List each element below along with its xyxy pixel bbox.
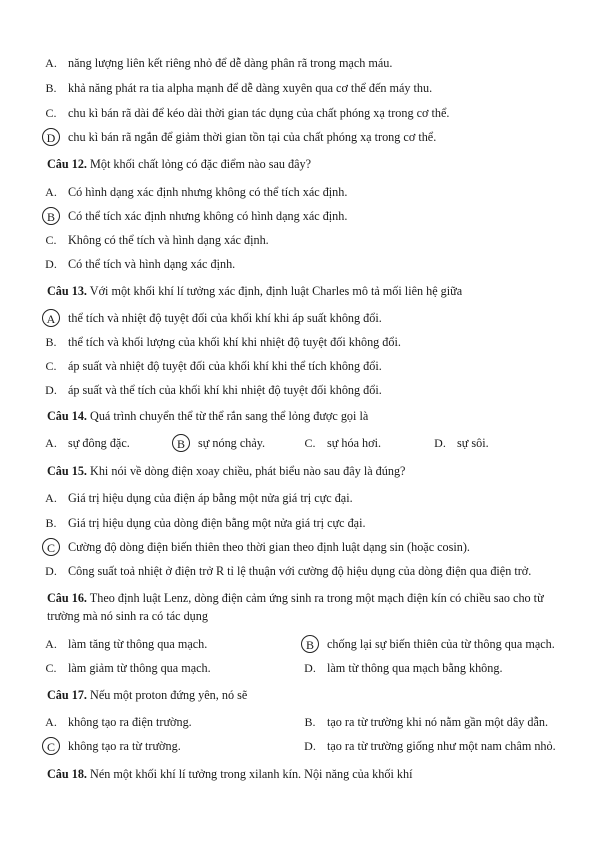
option-label: D.	[45, 564, 57, 578]
option-label: C.	[304, 436, 316, 450]
q16-option-d[interactable]	[301, 658, 503, 678]
q15-option-c[interactable]	[42, 537, 470, 557]
q11-option-b[interactable]	[42, 78, 432, 98]
question-text: Khi nói về dòng điện xoay chiều, phát biểu nào sau đây là đúng?	[90, 464, 406, 478]
q15-option-b[interactable]	[42, 513, 366, 533]
option-label: C.	[45, 106, 57, 120]
option-text: làm từ thông qua mạch bằng không.	[327, 660, 503, 675]
question-text: Nén một khối khí lí tưởng trong xilanh kín. Nội năng của khối khí	[90, 767, 413, 781]
question-number: Câu 18.	[47, 767, 87, 781]
question-text: Theo định luật Lenz, dòng điện cảm ứng sinh ra trong một mạch điện kín có chiều sao cho từ trường mà nó sinh ra có tác dụng	[47, 591, 544, 623]
option-label: C.	[45, 359, 57, 373]
option-text: không tạo ra điện trường.	[68, 714, 192, 729]
option-text: khả năng phát ra tia alpha mạnh để dễ dàng xuyên qua cơ thể đến máy thu.	[68, 80, 433, 95]
option-label: B.	[45, 516, 57, 530]
question-text: Một khối chất lỏng có đặc điểm nào sau đây?	[90, 157, 312, 171]
option-label: A.	[45, 715, 57, 729]
q11-option-a[interactable]	[42, 53, 392, 73]
option-text: không tạo ra từ trường.	[68, 738, 181, 753]
option-label-selected: A	[42, 309, 60, 327]
option-text: Có thể tích xác định nhưng không có hình dạng xác định.	[68, 208, 348, 223]
option-label-selected: B	[301, 635, 319, 653]
option-text: sự nóng chảy.	[198, 435, 266, 450]
q13-option-b[interactable]	[42, 332, 401, 352]
option-label: D.	[45, 257, 57, 271]
option-text: Giá trị hiệu dụng của điện áp bằng một nửa giá trị cực đại.	[68, 490, 353, 505]
option-label: B.	[45, 81, 57, 95]
question-text: Quá trình chuyển thể từ thể rắn sang thể lỏng được gọi là	[90, 409, 369, 423]
q14-option-c[interactable]	[301, 433, 381, 453]
option-text: Công suất toả nhiệt ở điện trở R tỉ lệ thuận với cường độ hiệu dụng của dòng điện qua điện trở.	[68, 563, 532, 578]
option-text: sự sôi.	[457, 435, 489, 450]
option-text: chu kì bán rã dài để kéo dài thời gian tác dụng của chất phóng xạ trong cơ thể.	[68, 105, 450, 120]
option-text: thể tích và nhiệt độ tuyệt đối của khối khí khi áp suất không đổi.	[68, 310, 382, 325]
q16-option-a[interactable]	[42, 634, 207, 654]
question-17	[47, 687, 247, 703]
option-text: Cường độ dòng điện biến thiên theo thời gian theo định luật dạng sin (hoặc cosin).	[68, 539, 470, 554]
option-text: Không có thể tích và hình dạng xác định.	[68, 232, 269, 247]
option-text: thể tích và khối lượng của khối khí khi nhiệt độ tuyệt đối không đổi.	[68, 334, 401, 349]
q15-option-a[interactable]	[42, 488, 353, 508]
q11-option-c[interactable]	[42, 103, 449, 123]
option-text: chống lại sự biến thiên của từ thông qua mạch.	[327, 636, 555, 651]
option-text: sự đông đặc.	[68, 435, 130, 450]
q17-option-b[interactable]	[301, 712, 548, 732]
q17-option-c[interactable]	[42, 736, 181, 756]
q14-option-d[interactable]	[431, 433, 489, 453]
option-text: tạo ra từ trường khi nó nằm gần một dây dẫn.	[327, 714, 549, 729]
question-18	[47, 766, 412, 782]
question-text: Với một khối khí lí tưởng xác định, định luật Charles mô tả mối liên hệ giữa	[89, 284, 463, 298]
option-label: A.	[45, 185, 57, 199]
option-label: C.	[45, 233, 57, 247]
option-text: Có thể tích và hình dạng xác định.	[68, 256, 236, 271]
q17-option-a[interactable]	[42, 712, 192, 732]
q12-option-d[interactable]	[42, 254, 235, 274]
question-12	[47, 156, 311, 172]
option-label: A.	[45, 637, 57, 651]
option-text: chu kì bán rã ngắn để giảm thời gian tồn tại của chất phóng xạ trong cơ thể.	[68, 129, 437, 144]
option-label: D.	[45, 383, 57, 397]
question-number: Câu 14.	[47, 409, 87, 423]
option-text: áp suất và thể tích của khối khí khi nhiệt độ tuyệt đối không đổi.	[68, 382, 382, 397]
q12-option-b[interactable]	[42, 206, 347, 226]
q16-option-b[interactable]	[301, 634, 555, 654]
q14-option-a[interactable]	[42, 433, 130, 453]
question-number: Câu 12.	[47, 157, 87, 171]
question-number: Câu 15.	[47, 464, 87, 478]
option-label: B.	[45, 335, 57, 349]
option-text: tạo ra từ trường giống như một nam châm nhỏ.	[327, 738, 556, 753]
option-label: B.	[304, 715, 316, 729]
q12-option-a[interactable]	[42, 182, 347, 202]
option-label-selected: B	[42, 207, 60, 225]
q13-option-d[interactable]	[42, 380, 382, 400]
q15-option-d[interactable]	[42, 561, 531, 581]
option-text: áp suất và nhiệt độ tuyệt đối của khối khí khi thể tích không đổi.	[68, 358, 382, 373]
option-text: Giá trị hiệu dụng của dòng điện bằng một nửa giá trị cực đại.	[68, 515, 366, 530]
q13-option-a[interactable]	[42, 308, 382, 328]
q11-option-d[interactable]	[42, 127, 436, 147]
q13-option-c[interactable]	[42, 356, 382, 376]
option-text: làm tăng từ thông qua mạch.	[68, 636, 208, 651]
option-label-selected: B	[172, 434, 190, 452]
question-number: Câu 16.	[47, 591, 87, 605]
option-label: A.	[45, 436, 57, 450]
question-13	[47, 283, 462, 299]
q16-option-c[interactable]	[42, 658, 211, 678]
question-number: Câu 13.	[47, 284, 87, 298]
option-text: làm giảm từ thông qua mạch.	[68, 660, 211, 675]
option-label-selected: C	[42, 538, 60, 556]
option-label: D.	[434, 436, 446, 450]
question-text: Nếu một proton đứng yên, nó sẽ	[90, 688, 248, 702]
option-label-selected: C	[42, 737, 60, 755]
option-text: Có hình dạng xác định nhưng không có thể tích xác định.	[68, 184, 348, 199]
question-14	[47, 408, 368, 424]
option-text: sự hóa hơi.	[327, 435, 382, 450]
option-label: C.	[45, 661, 57, 675]
option-label: A.	[45, 491, 57, 505]
question-16	[47, 589, 567, 625]
q14-option-b[interactable]	[172, 433, 265, 453]
question-number: Câu 17.	[47, 688, 87, 702]
question-15	[47, 463, 405, 479]
q17-option-d[interactable]	[301, 736, 556, 756]
option-label: D.	[304, 661, 316, 675]
option-label: D.	[304, 739, 316, 753]
option-label-selected: D	[42, 128, 60, 146]
q12-option-c[interactable]	[42, 230, 269, 250]
option-label: A.	[45, 56, 57, 70]
option-text: năng lượng liên kết riêng nhỏ để dễ dàng phân rã trong mạch máu.	[68, 55, 393, 70]
